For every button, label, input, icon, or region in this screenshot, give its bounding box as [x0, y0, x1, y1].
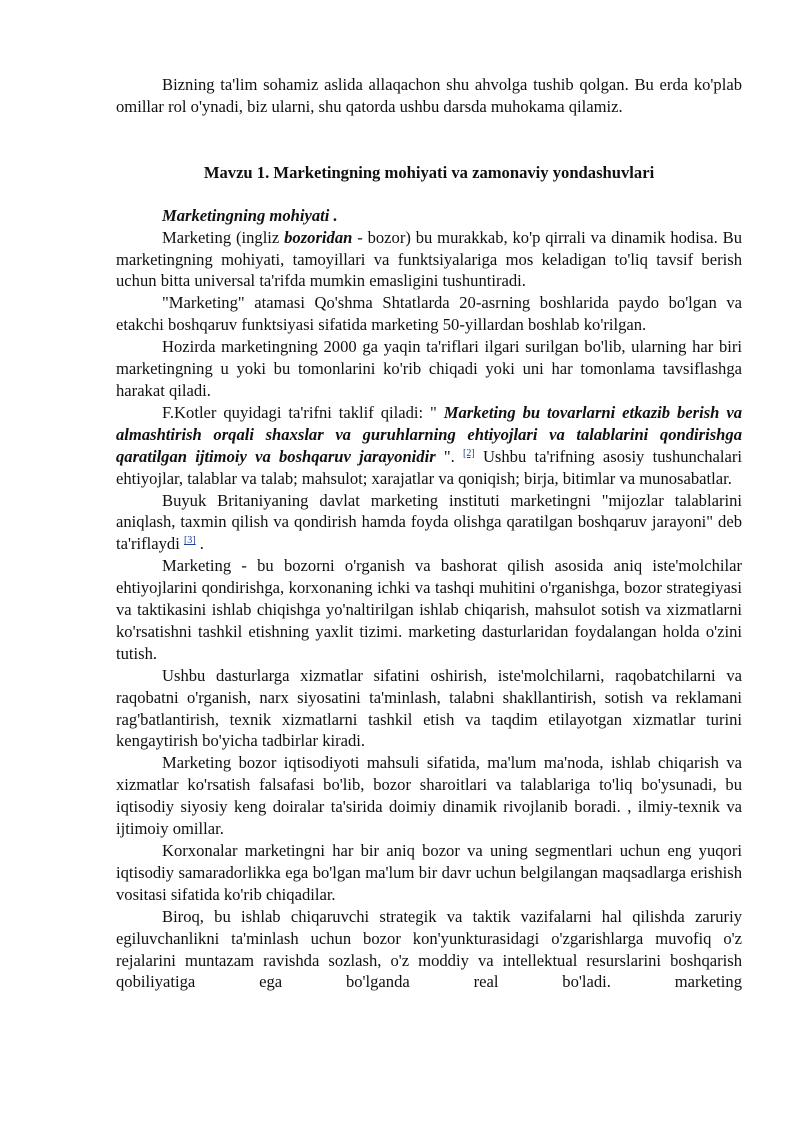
topic-heading: Mavzu 1. Marketingning mohiyati va zamonaviy yondashuvlari [203, 162, 655, 182]
paragraph-8: Marketing bozor iqtisodiyoti mahsuli sifatida, ma'lum ma'noda, ishlab chiqarish va xizmatlar ko'rsatish falsafasi bo'lib, bozor sharoitlari va talablariga to'liq bo'ysunadi, bu iqtisodiy siyosiy keng doiralar ta'sirida doimiy dinamik rivojlanib boradi. , ilmiy-texnik va ijtimoiy omillar. [116, 753, 742, 839]
paragraph-4 [116, 402, 742, 490]
footnote-link-3[interactable]: [3] [183, 535, 196, 547]
paragraph-10: Biroq, bu ishlab chiqaruvchi strategik va taktik vazifalarni hal qilishda zaruriy egiluvchanlikni ta'minlash uchun bozor kon'yunkturasidagi o'zgarishlarga muvofiq o'z rejalarini muntazam ravishda sozlash, o'z moddiy va intellektual resurslarini boshqarish qobiliyatiga ega bo'lganda real bo'ladi. marketing [116, 906, 742, 992]
paragraph-5 [116, 490, 742, 556]
section-subheading: Marketingning mohiyati . [162, 205, 338, 225]
paragraph-3: Hozirda marketingning 2000 ga yaqin ta'riflari ilgari surilgan bo'lib, ularning har biri marketingning u yoki bu tomonlarini ko'rib chiqadi yoki uni har tomonlama tavsiflashga harakat qiladi. [116, 337, 742, 400]
text-span: ". [435, 446, 464, 466]
text-span: Buyuk Britaniyaning davlat marketing instituti marketingni "mijozlar talablarini aniqlash, taxmin qilish va qondirish hamda foyda olishga qaratilgan boshqaruv jarayoni" deb ta'riflaydi [116, 490, 742, 554]
paragraph-1 [116, 227, 742, 293]
paragraph-9: Korxonalar marketingni har bir aniq bozor va uning segmentlari uchun eng yuqori iqtisodiy samaradorlikka ega bo'lgan ma'lum bir davr uchun belgilangan maqsadlarga erishish vositasi sifatida ko'rib chiqadilar. [116, 841, 742, 904]
text-span: Ushbu ta'rifning asosiy tushunchalari ehtiyojlar, talablar va talab; mahsulot; xarajatlar va qoniqish; birja, bitimlar va munosabatlar. [116, 446, 742, 488]
kotler-definition: Marketing bu tovarlarni etkazib berish va almashtirish orqali shaxslar va guruhlarning ehtiyojlari va talablarini qondirishga qaratilgan ijtimoiy va boshqaruv jarayonidir [116, 402, 742, 466]
document-page [116, 74, 742, 993]
text-span: - bozor) bu murakkab, ko'p qirrali va dinamik hodisa. Bu marketingning mohiyati, tamoyillari va funktsiyalariga mos keladigan to'liq tavsif berish uchun bitta universal ta'rifda mumkin emasligini tushuntiradi. [116, 227, 743, 291]
emphasis-term: bozoridan [284, 227, 353, 247]
intro-paragraph: Bizning ta'lim sohamiz aslida allaqachon shu ahvolga tushib qolgan. Bu erda ko'plab omillar rol o'ynadi, biz ularni, shu qatorda ushbu darsda muhokama qilamiz. [116, 75, 742, 116]
footnote-link-2[interactable]: [2] [463, 447, 475, 459]
text-span: Marketing (ingliz [162, 227, 285, 247]
text-span: . [195, 534, 204, 554]
paragraph-7: Ushbu dasturlarga xizmatlar sifatini oshirish, iste'molchilarni, raqobatchilarni va raqobatni o'rganish, narx siyosatini ta'minlash, talabni shakllantirish, sotish va reklamani rag'batlantirish, texnik xizmatlarni tashkil etish va taqdim etilayotgan xizmatlar turini kengaytirish bo'yicha tadbirlar kiradi. [116, 665, 742, 751]
paragraph-6: Marketing - bu bozorni o'rganish va bashorat qilish asosida aniq iste'molchilar ehtiyojlarini qondirishga, korxonaning ichki va tashqi muhitini o'rganishga, bozor strategiyasi va taktikasini ishlab chiqishga yo'naltirilgan ishlab chiqarish, mahsulot sotish va xizmatlarni ko'rsatishni tashkil etishning yaxlit tizimi. marketing dasturlaridan foydalangan holda o'zini tutish. [116, 556, 742, 663]
paragraph-2: "Marketing" atamasi Qo'shma Shtatlarda 20-asrning boshlarida paydo bo'lgan va etakchi boshqaruv funktsiyasi sifatida marketing 50-yillardan boshlab ko'rilgan. [116, 293, 742, 335]
text-span: F.Kotler quyidagi ta'rifni taklif qiladi: " [162, 402, 444, 422]
